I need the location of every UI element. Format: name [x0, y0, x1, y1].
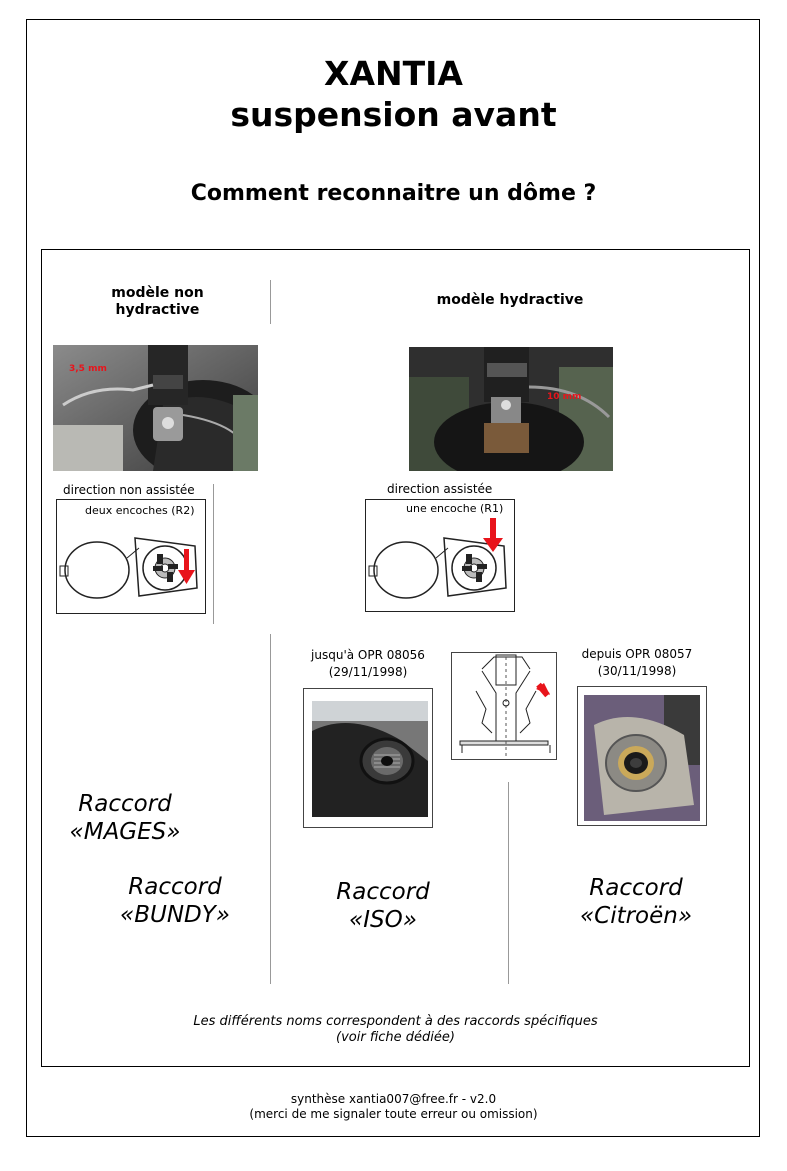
label-since-opr: depuis OPR 08057 (30/11/1998) [581, 647, 693, 678]
label-until-opr: jusqu'à OPR 08056 (29/11/1998) [311, 648, 425, 679]
footer-request: (merci de me signaler toute erreur ou omission) [249, 1107, 538, 1121]
label-direction-assistee: direction assistée [387, 482, 493, 496]
drawing-two-notches [56, 499, 206, 614]
note-text: Les différents noms correspondent à des raccords spécifiques (voir fiche dédiée) [193, 1014, 598, 1045]
drawing-one-notch [365, 499, 515, 612]
label-non-hydractive: modèle non hydractive [111, 285, 204, 318]
raccord-iso: Raccord «ISO» [336, 879, 430, 933]
measure-label-left: 3,5 mm [69, 364, 107, 374]
page-title: XANTIA [324, 54, 463, 93]
measure-label-right: 10 mm [547, 392, 582, 402]
separator-top [270, 280, 271, 324]
photo-hydractive [409, 347, 613, 471]
accumulator-drawing-left [57, 518, 204, 612]
dome-section-illustration [452, 653, 556, 759]
separator-left-drawing [213, 484, 214, 624]
label-hydractive: modèle hydractive [436, 292, 584, 308]
iso-connector-illustration [312, 701, 428, 817]
page-title-sub: suspension avant [230, 95, 557, 134]
drawing-dome-section [451, 652, 557, 760]
accumulator-drawing-right [366, 518, 513, 610]
photo-raccord-citroen [577, 686, 707, 826]
raccord-mages: Raccord «MAGES» [69, 791, 181, 845]
label-direction-non-assistee: direction non assistée [63, 483, 195, 497]
separator-middle [270, 634, 271, 984]
photo-non-hydractive [53, 345, 258, 471]
raccord-citroen: Raccord «Citroën» [579, 875, 693, 929]
raccord-bundy: Raccord «BUNDY» [120, 874, 230, 928]
photo-hydractive-illustration [409, 347, 613, 471]
separator-right [508, 782, 509, 984]
label-two-notches: deux encoches (R2) [85, 504, 195, 517]
citroen-connector-illustration [584, 695, 700, 821]
label-one-notch: une encoche (R1) [406, 502, 504, 515]
page-subtitle: Comment reconnaitre un dôme ? [190, 181, 597, 206]
footer-credit: synthèse xantia007@free.fr - v2.0 [290, 1092, 497, 1106]
photo-raccord-iso [303, 688, 433, 828]
